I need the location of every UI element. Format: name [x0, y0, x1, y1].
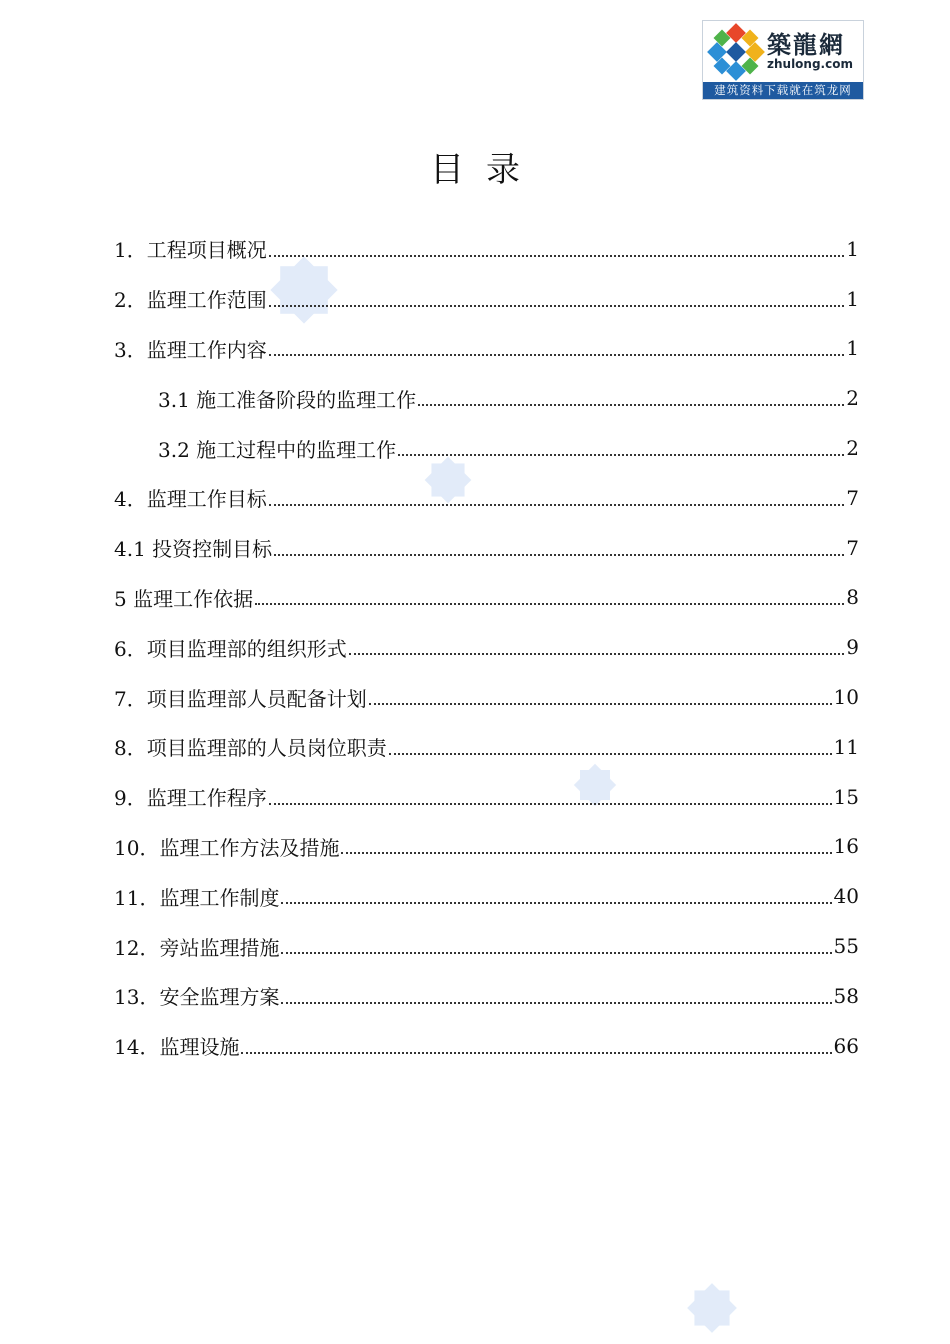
toc-subentry[interactable]: [114, 423, 859, 473]
dot-leader: [398, 454, 844, 456]
toc-entry[interactable]: [114, 224, 859, 274]
dot-leader: [281, 952, 831, 954]
toc-page-number: 7: [846, 485, 859, 510]
toc-entry[interactable]: [114, 274, 859, 324]
dot-leader: [269, 255, 845, 257]
dot-leader: [274, 554, 844, 556]
dot-leader: [389, 753, 832, 755]
toc-page-number: 55: [833, 934, 859, 959]
toc-label: 7．项目监理部人员配备计划: [114, 686, 367, 711]
dot-leader: [269, 305, 845, 307]
toc-entry[interactable]: [114, 573, 859, 623]
toc-label: 4.1 投资控制目标: [114, 537, 273, 562]
dot-leader: [349, 653, 845, 655]
toc-page-number: 8: [846, 585, 859, 610]
dot-leader: [418, 404, 844, 406]
toc-entry[interactable]: [114, 871, 859, 921]
dot-leader: [269, 354, 845, 356]
toc-page-number: 10: [833, 685, 859, 710]
dot-leader: [281, 1002, 831, 1004]
toc-entry[interactable]: [114, 672, 859, 722]
logo-tagline: 建筑资料下载就在筑龙网: [703, 82, 863, 99]
toc-label: 3.1 施工准备阶段的监理工作: [158, 387, 417, 412]
toc-label: 1．工程项目概况: [114, 238, 267, 263]
logo-brand-english: zhulong.com: [767, 57, 853, 71]
toc-page-number: 40: [833, 884, 859, 909]
toc-page-number: 2: [846, 386, 859, 411]
toc-page-number: 16: [833, 834, 859, 859]
toc-entry[interactable]: [114, 921, 859, 971]
toc-entry[interactable]: [114, 1021, 859, 1071]
table-of-contents: [114, 224, 859, 1071]
dot-leader: [241, 1052, 831, 1054]
toc-page-number: 66: [833, 1033, 859, 1058]
toc-page-number: 1: [846, 286, 859, 311]
page-title: 目录: [430, 150, 542, 190]
toc-label: 8．项目监理部的人员岗位职责: [114, 736, 387, 761]
toc-page-number: 15: [833, 784, 859, 809]
toc-label: 9．监理工作程序: [114, 786, 267, 811]
toc-label: 10．监理工作方法及措施: [114, 835, 340, 860]
zhulong-flower-icon: [707, 23, 765, 81]
toc-page-number: 1: [846, 336, 859, 361]
dot-leader: [269, 504, 845, 506]
dot-leader: [341, 852, 831, 854]
toc-entry[interactable]: [114, 473, 859, 523]
toc-label: 4．监理工作目标: [114, 487, 267, 512]
toc-entry[interactable]: [114, 622, 859, 672]
toc-entry[interactable]: [114, 324, 859, 374]
toc-page-number: 7: [846, 535, 859, 560]
toc-label: 3．监理工作内容: [114, 337, 267, 362]
dot-leader: [269, 803, 832, 805]
toc-label: 14．监理设施: [114, 1035, 240, 1060]
toc-label: 3.2 施工过程中的监理工作: [158, 437, 397, 462]
toc-page-number: 2: [846, 436, 859, 461]
toc-label: 12．旁站监理措施: [114, 935, 280, 960]
toc-label: 6．项目监理部的组织形式: [114, 636, 347, 661]
dot-leader: [281, 902, 831, 904]
toc-page-number: 1: [846, 236, 859, 261]
toc-label: 5 监理工作依据: [114, 586, 254, 611]
toc-page-number: 9: [846, 635, 859, 660]
toc-entry[interactable]: [114, 822, 859, 872]
toc-entry[interactable]: [114, 772, 859, 822]
watermark-flower-icon: [678, 1274, 746, 1342]
toc-label: 2．监理工作范围: [114, 288, 267, 313]
zhulong-logo: [702, 20, 864, 100]
toc-entry[interactable]: [114, 971, 859, 1021]
toc-label: 13．安全监理方案: [114, 985, 280, 1010]
toc-page-number: 11: [833, 734, 859, 759]
dot-leader: [369, 703, 832, 705]
dot-leader: [255, 603, 844, 605]
logo-brand-chinese: 築龍網: [767, 30, 845, 59]
toc-entry[interactable]: [114, 523, 859, 573]
toc-page-number: 58: [833, 983, 859, 1008]
toc-entry[interactable]: [114, 722, 859, 772]
toc-label: 11．监理工作制度: [114, 885, 280, 910]
toc-subentry[interactable]: [114, 373, 859, 423]
